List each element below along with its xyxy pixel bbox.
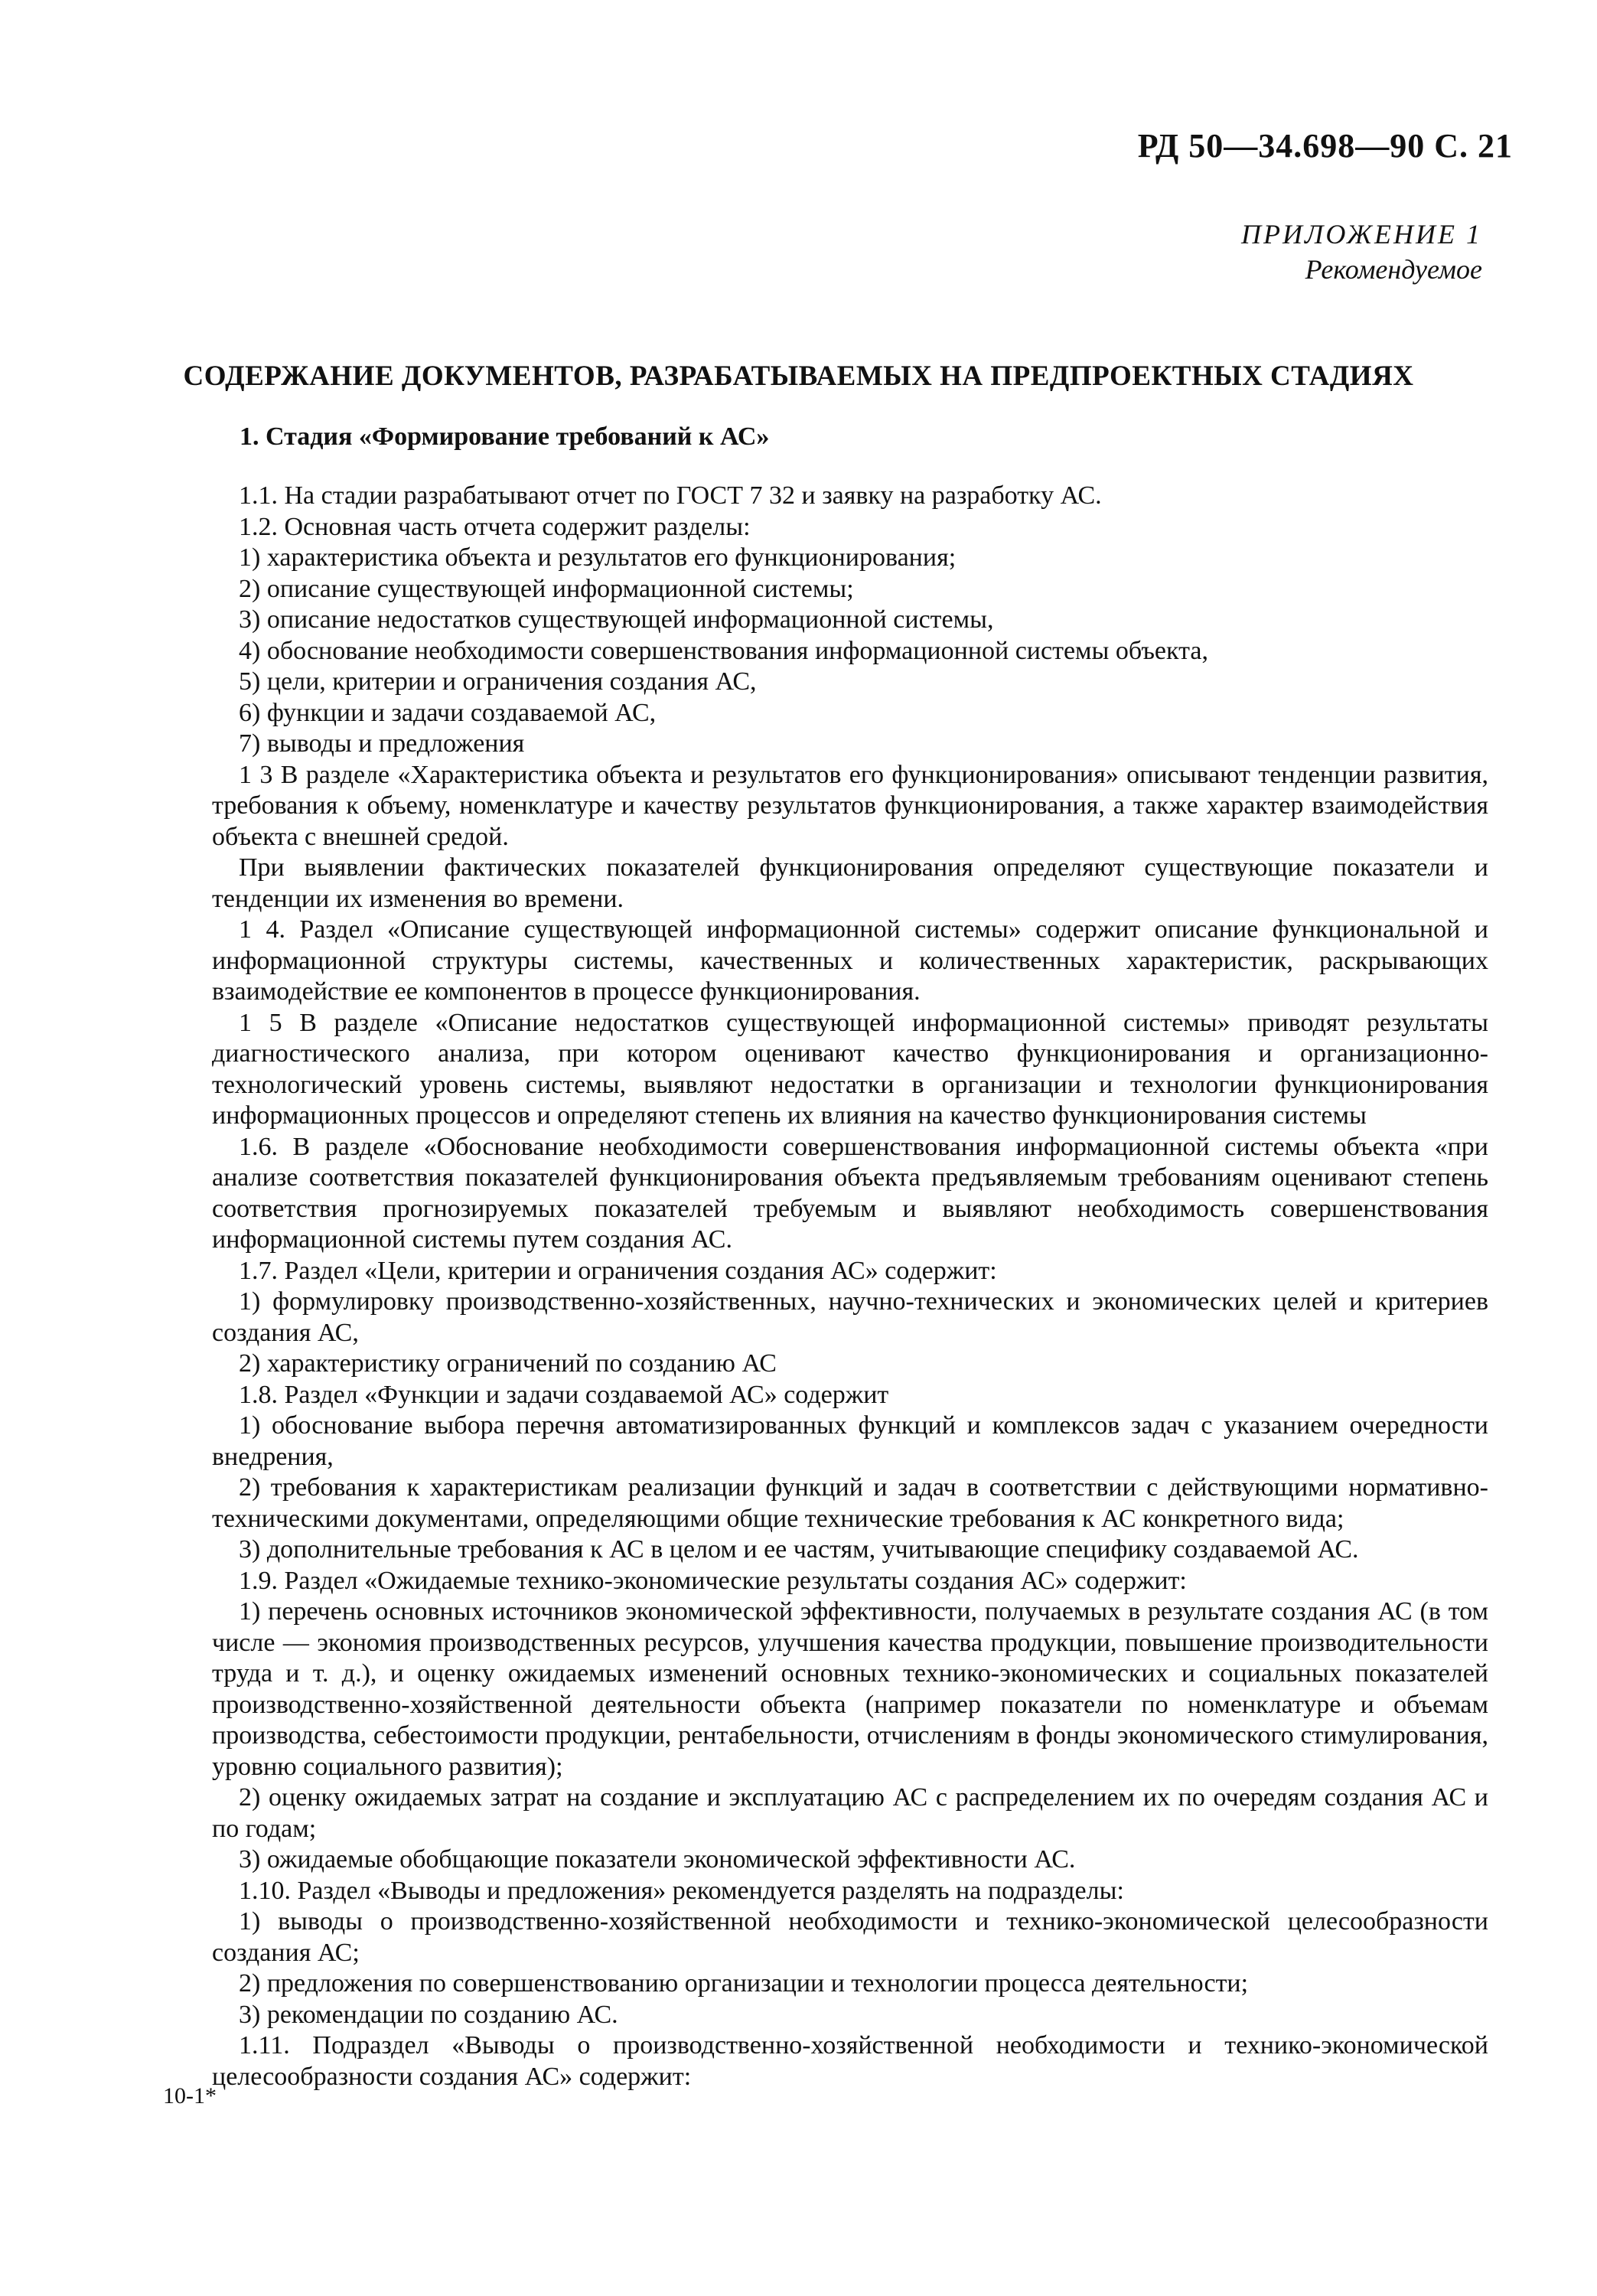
list-item: 1) перечень основных источников экономической эффективности, получаемых в результате создания АС (в том числе — экономия производственных ресурсов, улучшения качества продукции, повышение производительности труда и т. д.), и оценку ожидаемых изменений основных технико-экономических и социальных показателей производственно-хозяйственной деятельности объекта (например показатели по номенклатуре и объемам производства, себестоимости продукции, рентабельности, отчислениям в фонды экономического стимулирования, уровню социального развития); bbox=[212, 1597, 1488, 1781]
appendix-status: Рекомендуемое bbox=[1305, 254, 1482, 285]
stage-heading: 1. Стадия «Формирование требований к АС» bbox=[240, 422, 770, 451]
paragraph: 1.10. Раздел «Выводы и предложения» рекомендуется разделять на подразделы: bbox=[239, 1876, 1124, 1905]
paragraph: 1.1. На стадии разрабатывают отчет по ГОСТ 7 32 и заявку на разработку АС. bbox=[239, 481, 1102, 510]
list-item: 3) дополнительные требования к АС в целом и ее частям, учитывающие специфику создаваемой АС. bbox=[239, 1535, 1359, 1564]
list-item: 2) описание существующей информационной системы; bbox=[239, 574, 854, 603]
list-item: 1) обоснование выбора перечня автоматизированных функций и комплексов задач с указанием очередности внедрения, bbox=[212, 1411, 1488, 1471]
list-item: 1) формулировку производственно-хозяйственных, научно-технических и экономических целей и критериев создания АС, bbox=[212, 1287, 1488, 1347]
list-item: 3) ожидаемые обобщающие показатели экономической эффективности АС. bbox=[239, 1845, 1076, 1874]
list-item: 1) характеристика объекта и результатов его функционирования; bbox=[239, 543, 957, 572]
paragraph: 1 4. Раздел «Описание существующей информационной системы» содержит описание функциональной и информационной структуры системы, качественных и количественных характеристик, раскрывающих взаимодействие ее компонентов в процессе функционирования. bbox=[212, 915, 1488, 1006]
list-item: 2) оценку ожидаемых затрат на создание и эксплуатацию АС с распределением их по очередям создания АС и по годам; bbox=[212, 1783, 1488, 1843]
list-item: 3) рекомендации по созданию АС. bbox=[239, 2000, 618, 2029]
paragraph: 1.11. Подраздел «Выводы о производственно-хозяйственной необходимости и технико-экономической целесообразности создания АС» содержит: bbox=[212, 2031, 1488, 2091]
list-item: 2) характеристику ограничений по созданию АС bbox=[239, 1349, 777, 1378]
appendix-title: ПРИЛОЖЕНИЕ 1 bbox=[1241, 219, 1482, 249]
list-item: 7) выводы и предложения bbox=[239, 729, 525, 758]
list-item: 5) цели, критерии и ограничения создания АС, bbox=[239, 667, 757, 696]
list-item: 6) функции и задачи создаваемой АС, bbox=[239, 698, 657, 727]
list-item: 4) обоснование необходимости совершенствования информационной системы объекта, bbox=[239, 636, 1208, 665]
paragraph: 1.2. Основная часть отчета содержит разделы: bbox=[239, 512, 751, 541]
list-item: 3) описание недостатков существующей информационной системы, bbox=[239, 605, 994, 634]
list-item: 2) требования к характеристикам реализации функций и задач в соответствии с действующими нормативно-техническими документами, определяющими общие технические требования к АС конкретного вида; bbox=[212, 1473, 1488, 1533]
paragraph: 1.8. Раздел «Функции и задачи создаваемой АС» содержит bbox=[239, 1380, 889, 1409]
paragraph: 1 3 В разделе «Характеристика объекта и результатов его функционирования» описывают тенденции развития, требования к объему, номенклатуре и качеству результатов функционирования, а также характер взаимодействия объекта с внешней средой. bbox=[212, 760, 1488, 851]
document-title: СОДЕРЖАНИЕ ДОКУМЕНТОВ, РАЗРАБАТЫВАЕМЫХ НА ПРЕДПРОЕКТНЫХ СТАДИЯХ bbox=[183, 360, 1414, 392]
list-item: 2) предложения по совершенствованию организации и технологии процесса деятельности; bbox=[239, 1969, 1249, 1998]
appendix-block bbox=[1241, 217, 1482, 287]
body-text bbox=[212, 481, 1488, 2092]
list-item: 1) выводы о производственно-хозяйственной необходимости и технико-экономической целесообразности создания АС; bbox=[212, 1907, 1488, 1967]
paragraph: 1.7. Раздел «Цели, критерии и ограничения создания АС» содержит: bbox=[239, 1256, 997, 1285]
paragraph: При выявлении фактических показателей функционирования определяют существующие показатели и тенденции их изменения во времени. bbox=[212, 853, 1488, 913]
paragraph: 1.6. В разделе «Обоснование необходимости совершенствования информационной системы объекта «при анализе соответствия показателей функционирования объекта предъявляемым требованиям оценивают степень соответствия прогнозируемых показателей требуемым и выявляют необходимость совершенствования информационной системы путем создания АС. bbox=[212, 1132, 1488, 1254]
paragraph: 1 5 В разделе «Описание недостатков существующей информационной системы» приводят результаты диагностического анализа, при котором оценивают качество функционирования и организационно-технологический уровень системы, выявляют недостатки в организации и технологии функционирования информационных процессов и определяют степень их влияния на качество функционирования системы bbox=[212, 1008, 1488, 1130]
document-code: РД 50—34.698—90 С. 21 bbox=[1137, 127, 1513, 165]
footer-mark: 10-1* bbox=[163, 2083, 217, 2108]
paragraph: 1.9. Раздел «Ожидаемые технико-экономические результаты создания АС» содержит: bbox=[239, 1566, 1187, 1595]
